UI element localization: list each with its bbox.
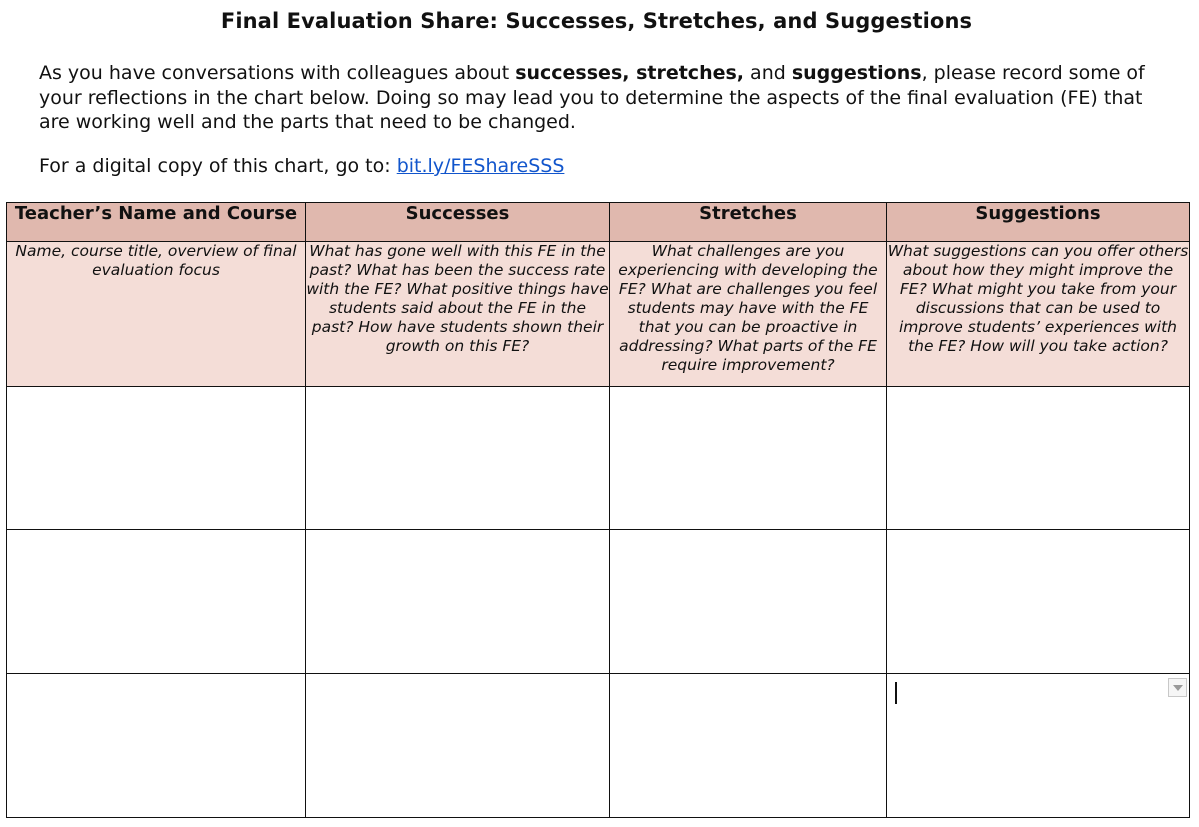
document-title: Final Evaluation Share: Successes, Stretches, and Suggestions [220, 9, 973, 33]
entry-cell[interactable] [887, 530, 1190, 674]
entry-cell[interactable] [610, 386, 887, 530]
description-row [7, 241, 1190, 386]
table-row [7, 674, 1190, 818]
header-teacher-name-course: Teacher’s Name and Course [7, 203, 306, 242]
header-row [7, 203, 1190, 242]
intro-text-2: and [744, 62, 792, 84]
reflection-chart [6, 202, 1190, 818]
entry-cell[interactable] [7, 530, 306, 674]
description-successes: What has gone well with this FE in the past? What has been the success rate with the FE? What positive things have students said about the FE in the past? How have students shown their growth on this FE? [306, 241, 610, 386]
entry-cell[interactable] [610, 674, 887, 818]
entry-cell[interactable] [306, 674, 610, 818]
entry-cell[interactable] [610, 530, 887, 674]
description-suggestions: What suggestions can you offer others about how they might improve the FE? What might you take from your discussions that can be used to improve students’ experiences with the FE? How will you take action? [887, 241, 1190, 386]
entry-cell[interactable] [887, 386, 1190, 530]
header-successes: Successes [306, 203, 610, 242]
entry-cell-active[interactable] [887, 674, 1190, 818]
intro-bold-successes-stretches: successes, stretches, [515, 62, 745, 84]
header-suggestions: Suggestions [887, 203, 1190, 242]
entry-cell[interactable] [7, 386, 306, 530]
text-cursor [895, 682, 897, 704]
digital-copy-link[interactable]: bit.ly/FEShareSSS [396, 155, 565, 177]
intro-bold-suggestions: suggestions [791, 62, 922, 84]
intro-text-3: , please record some of your reflections in the chart below. Doing so may lead you to determine the aspects of the final evaluation (FE) that are working well and the parts that need to be changed. [39, 62, 1145, 133]
intro-text-1: As you have conversations with colleagues about [39, 62, 516, 84]
entry-cell[interactable] [7, 674, 306, 818]
intro-paragraph [39, 61, 1169, 135]
entry-cell[interactable] [306, 530, 610, 674]
digital-copy-prefix: For a digital copy of this chart, go to: [39, 155, 397, 177]
chevron-down-icon[interactable] [1168, 678, 1187, 697]
description-teacher-name-course: Name, course title, overview of final evaluation focus [7, 241, 306, 386]
table-row [7, 386, 1190, 530]
digital-copy-line [39, 154, 564, 178]
header-stretches: Stretches [610, 203, 887, 242]
description-stretches: What challenges are you experiencing with developing the FE? What are challenges you feel students may have with the FE that you can be proactive in addressing? What parts of the FE require improvement? [610, 241, 887, 386]
entry-cell[interactable] [306, 386, 610, 530]
table-row [7, 530, 1190, 674]
